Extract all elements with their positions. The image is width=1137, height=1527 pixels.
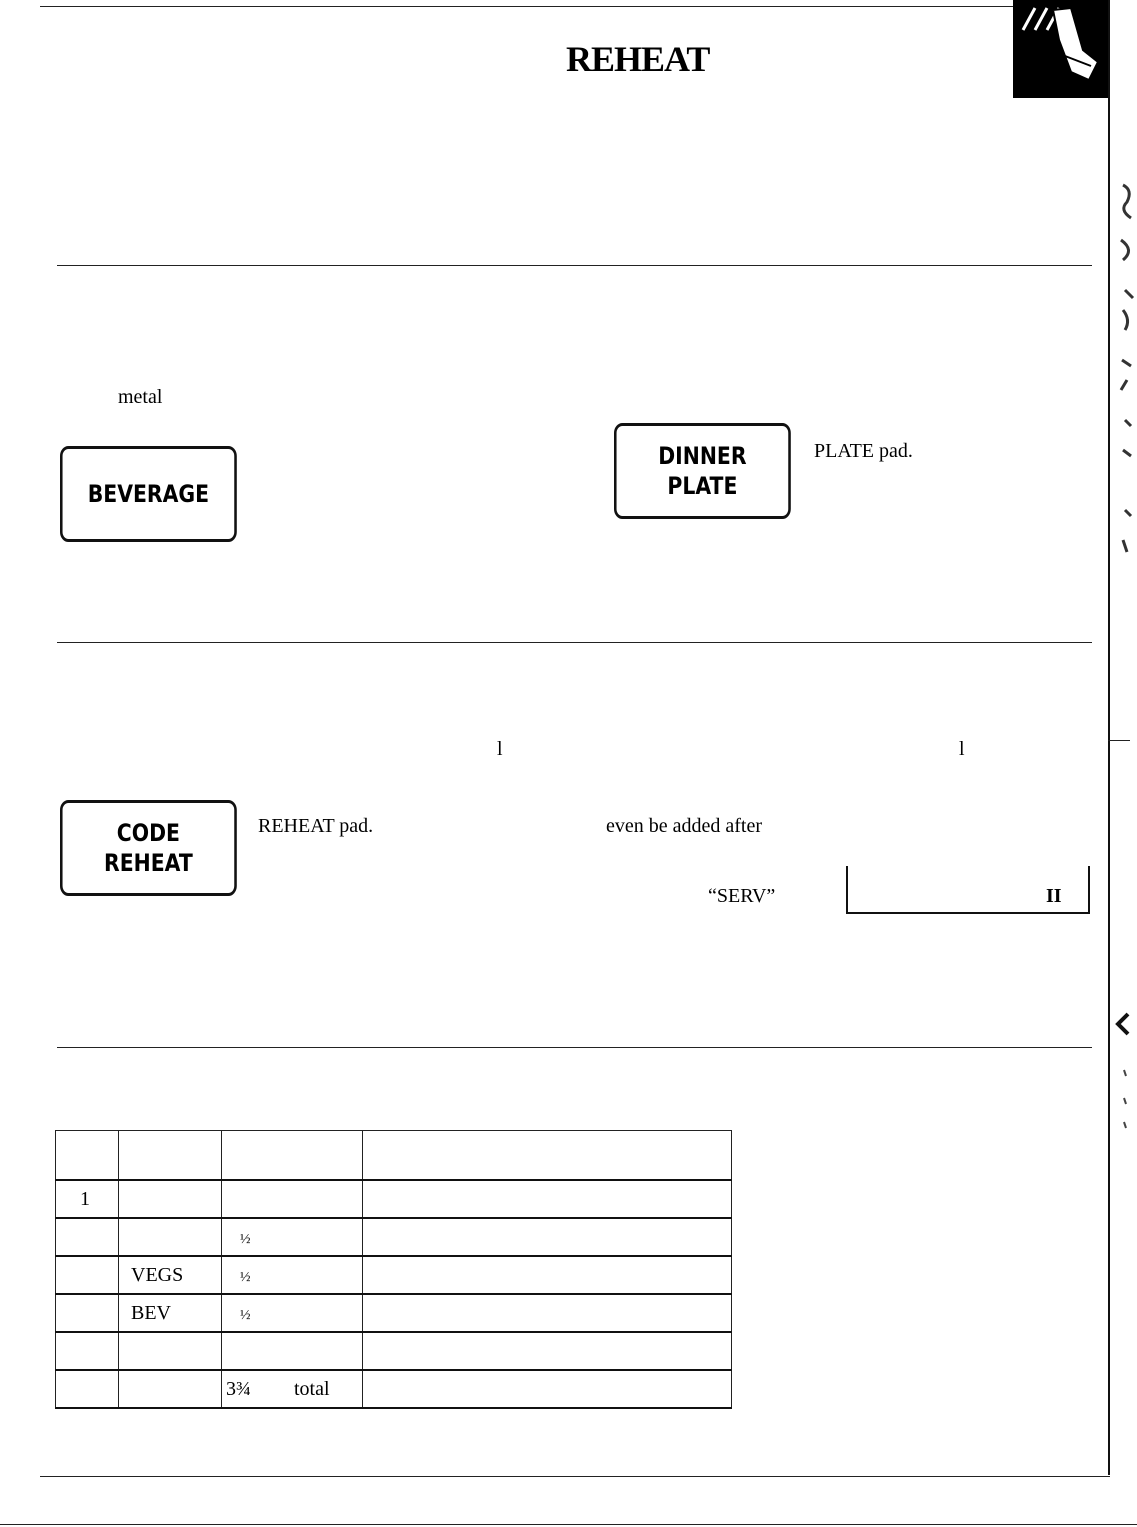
code-pad-line2: REHEAT	[104, 849, 193, 877]
table-cell	[222, 1180, 363, 1218]
table-cell: 1	[56, 1180, 119, 1218]
section-rule-1	[57, 265, 1092, 266]
total-amount: 3¾	[226, 1377, 251, 1400]
serv-text: “SERV”	[708, 885, 776, 907]
table-header-row	[56, 1131, 732, 1181]
added-after-text: even be added after	[606, 815, 763, 837]
table-cell	[363, 1370, 732, 1408]
beverage-pad-label: BEVERAGE	[87, 480, 210, 508]
display-mark: II	[1046, 885, 1062, 907]
table-cell	[56, 1370, 119, 1408]
page-bottom-rule	[0, 1524, 1137, 1525]
dinner-plate-pad[interactable]	[614, 423, 791, 519]
table-cell	[222, 1256, 363, 1294]
table-cell	[363, 1218, 732, 1256]
table-row	[56, 1256, 732, 1294]
right-margin-line	[1108, 0, 1110, 1475]
section-tab	[1013, 0, 1108, 98]
table-cell	[56, 1332, 119, 1370]
table-cell: VEGS	[119, 1256, 222, 1294]
table-cell	[222, 1294, 363, 1332]
table-cell	[56, 1131, 119, 1181]
table-cell	[119, 1218, 222, 1256]
section-rule-2	[57, 642, 1092, 643]
table-row	[56, 1294, 732, 1332]
code-pad-line1: CODE	[116, 819, 180, 847]
fragment-mark-b: l	[959, 738, 965, 760]
table-cell	[363, 1256, 732, 1294]
table-cell	[56, 1218, 119, 1256]
table-cell	[363, 1294, 732, 1332]
table-cell	[56, 1256, 119, 1294]
code-reheat-pad[interactable]	[60, 800, 237, 896]
table-cell	[119, 1180, 222, 1218]
total-word: total	[294, 1377, 330, 1400]
beverage-pad[interactable]	[60, 446, 237, 542]
table-cell	[363, 1332, 732, 1370]
table-cell	[56, 1294, 119, 1332]
table-cell	[119, 1332, 222, 1370]
hand-pressing-pad-icon	[1013, 0, 1108, 98]
fragment-mark-a: l	[497, 738, 503, 760]
table-cell	[222, 1131, 363, 1181]
table-cell	[222, 1370, 363, 1408]
side-tab-glyphs-lower	[1114, 1010, 1134, 1130]
table-cell	[363, 1131, 732, 1181]
page-title: REHEAT	[566, 39, 710, 79]
fraction-half: ½	[240, 1307, 251, 1323]
dinner-pad-line2: PLATE	[667, 472, 738, 500]
table-row	[56, 1180, 732, 1218]
table-cell	[222, 1332, 363, 1370]
table-cell: BEV	[119, 1294, 222, 1332]
table-row	[56, 1370, 732, 1408]
fraction-half: ½	[240, 1231, 251, 1247]
table-cell	[222, 1218, 363, 1256]
right-tick	[1108, 740, 1130, 741]
section-rule-3	[57, 1047, 1092, 1048]
code-reheat-pad-text: REHEAT pad.	[258, 815, 374, 837]
dinner-pad-line1: DINNER	[658, 442, 747, 470]
fraction-half: ½	[240, 1269, 251, 1285]
side-tab-glyphs-upper	[1117, 180, 1137, 560]
table-cell	[119, 1370, 222, 1408]
dinner-plate-pad-text: PLATE pad.	[814, 440, 913, 462]
bottom-rule	[40, 1476, 1110, 1477]
table-row	[56, 1332, 732, 1370]
table-cell	[119, 1131, 222, 1181]
table-cell	[363, 1180, 732, 1218]
table-row	[56, 1218, 732, 1256]
metal-word: metal	[118, 386, 163, 408]
top-rule	[40, 6, 1110, 7]
reheat-table	[55, 1130, 732, 1409]
